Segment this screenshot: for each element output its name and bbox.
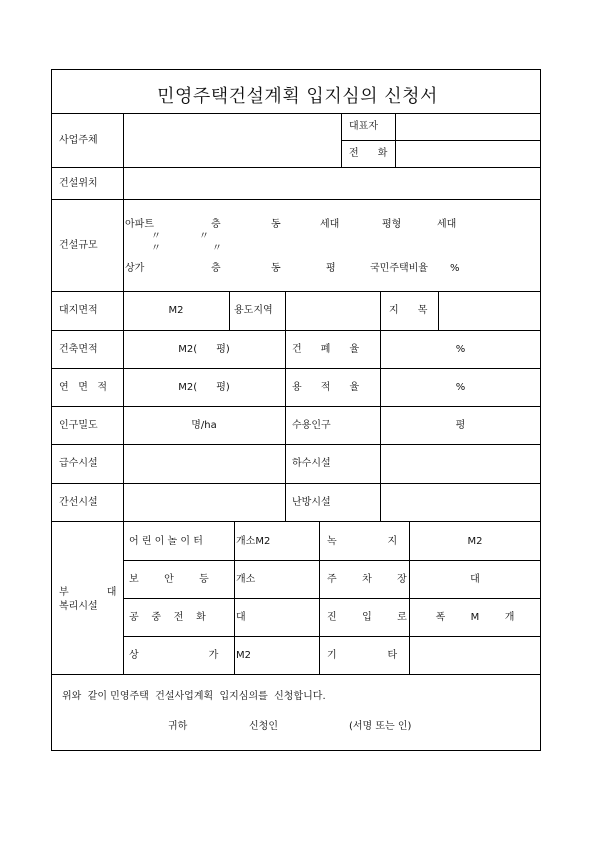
divider bbox=[123, 598, 541, 599]
scale-floors: 층 bbox=[211, 263, 221, 274]
scale-pyeong: 평 bbox=[326, 263, 336, 274]
divider bbox=[285, 330, 286, 521]
divider bbox=[123, 560, 541, 561]
signature-or-seal: (서명 또는 인) bbox=[349, 721, 412, 732]
ditto-mark: 〃 bbox=[151, 243, 161, 254]
building-area-unit: M2( 평) bbox=[178, 344, 230, 355]
percent-unit: % bbox=[455, 344, 466, 355]
sewer-label: 하수시설 bbox=[292, 458, 331, 469]
addressee: 귀하 bbox=[168, 721, 188, 732]
divider bbox=[229, 291, 230, 330]
application-form bbox=[51, 69, 541, 751]
representative-label: 대표자 bbox=[349, 121, 378, 132]
facility-name: 공 중 전 화 bbox=[129, 612, 206, 623]
divider bbox=[51, 113, 541, 114]
divider bbox=[234, 521, 235, 674]
divider bbox=[51, 444, 541, 445]
divider bbox=[51, 521, 541, 522]
facility-unit-2: 대 bbox=[470, 574, 480, 585]
divider bbox=[341, 140, 541, 141]
scale-households: 세대 bbox=[320, 219, 340, 230]
welfare-label-bottom: 복리시설 bbox=[59, 601, 98, 612]
scale-buildings: 동 bbox=[271, 219, 281, 230]
divider bbox=[51, 199, 541, 200]
scale-buildings: 동 bbox=[271, 263, 281, 274]
national-housing-ratio-label: 국민주택비율 bbox=[370, 263, 428, 274]
facility-unit: 대 bbox=[236, 612, 246, 623]
facility-unit-2: M2 bbox=[467, 536, 483, 547]
building-area-label: 건축면적 bbox=[59, 344, 98, 355]
divider bbox=[51, 167, 541, 168]
phone-label: 전 화 bbox=[349, 148, 388, 159]
scale-households-2: 세대 bbox=[437, 219, 457, 230]
water-supply-label: 급수시설 bbox=[59, 458, 98, 469]
form-title: 민영주택건설계획 입지심의 신청서 bbox=[157, 86, 438, 107]
zoning-label: 용도지역 bbox=[234, 305, 273, 316]
applicant-label: 사업주체 bbox=[59, 135, 98, 146]
divider bbox=[123, 636, 541, 637]
divider bbox=[380, 291, 381, 330]
coverage-ratio-label: 건 폐 율 bbox=[292, 344, 360, 355]
divider bbox=[51, 674, 541, 675]
divider bbox=[51, 483, 541, 484]
facility-name: 보 안 등 bbox=[129, 574, 209, 585]
facility-name: 어 린 이 놀 이 터 bbox=[129, 536, 203, 547]
facility-unit-2: 폭 M 개 bbox=[435, 612, 515, 623]
facility-unit: M2 bbox=[236, 650, 251, 661]
ditto-mark: 〃 bbox=[199, 231, 209, 242]
facility-name: 상 가 bbox=[129, 650, 219, 661]
floor-area-ratio-label: 용 적 율 bbox=[292, 382, 360, 393]
ditto-mark: 〃 bbox=[212, 243, 222, 254]
trunk-facility-label: 간선시설 bbox=[59, 497, 98, 508]
statement-text: 위와 같이 민영주택 건설사업계획 입지심의를 신청합니다. bbox=[62, 691, 326, 702]
land-category-label: 지 목 bbox=[389, 305, 428, 316]
facility-name-2: 기 타 bbox=[327, 650, 398, 661]
scale-pyeong-type: 평형 bbox=[382, 219, 402, 230]
density-unit: 명/ha bbox=[191, 420, 217, 431]
percent-unit: % bbox=[450, 263, 460, 274]
divider bbox=[319, 521, 320, 674]
percent-unit: % bbox=[455, 382, 466, 393]
facility-name-2: 진 입 로 bbox=[327, 612, 407, 623]
capacity-label: 수용인구 bbox=[292, 420, 331, 431]
divider bbox=[285, 291, 286, 330]
scale-floors: 층 bbox=[211, 219, 221, 230]
divider bbox=[438, 291, 439, 330]
scale-apartment: 아파트 bbox=[125, 219, 154, 230]
facility-unit: 개소 bbox=[236, 574, 256, 585]
heating-label: 난방시설 bbox=[292, 497, 331, 508]
divider bbox=[341, 113, 342, 167]
facility-unit: 개소M2 bbox=[236, 536, 271, 547]
ditto-mark: 〃 bbox=[151, 231, 161, 242]
applicant-sign-label: 신청인 bbox=[249, 721, 278, 732]
capacity-unit: 평 bbox=[455, 420, 466, 431]
divider bbox=[51, 330, 541, 331]
divider bbox=[51, 406, 541, 407]
welfare-label-top: 부 대 bbox=[59, 587, 117, 598]
facility-name-2: 녹 지 bbox=[327, 536, 398, 547]
site-area-label: 대지면적 bbox=[59, 305, 98, 316]
floor-area-unit: M2( 평) bbox=[178, 382, 230, 393]
divider bbox=[51, 368, 541, 369]
divider bbox=[51, 291, 541, 292]
location-label: 건설위치 bbox=[59, 178, 98, 189]
scale-commercial: 상가 bbox=[125, 263, 145, 274]
floor-area-label: 연 면 적 bbox=[59, 382, 108, 393]
facility-name-2: 주 차 장 bbox=[327, 574, 407, 585]
divider bbox=[395, 113, 396, 167]
population-density-label: 인구밀도 bbox=[59, 420, 98, 431]
site-area-unit: M2 bbox=[168, 305, 184, 316]
scale-label: 건설규모 bbox=[59, 240, 98, 251]
